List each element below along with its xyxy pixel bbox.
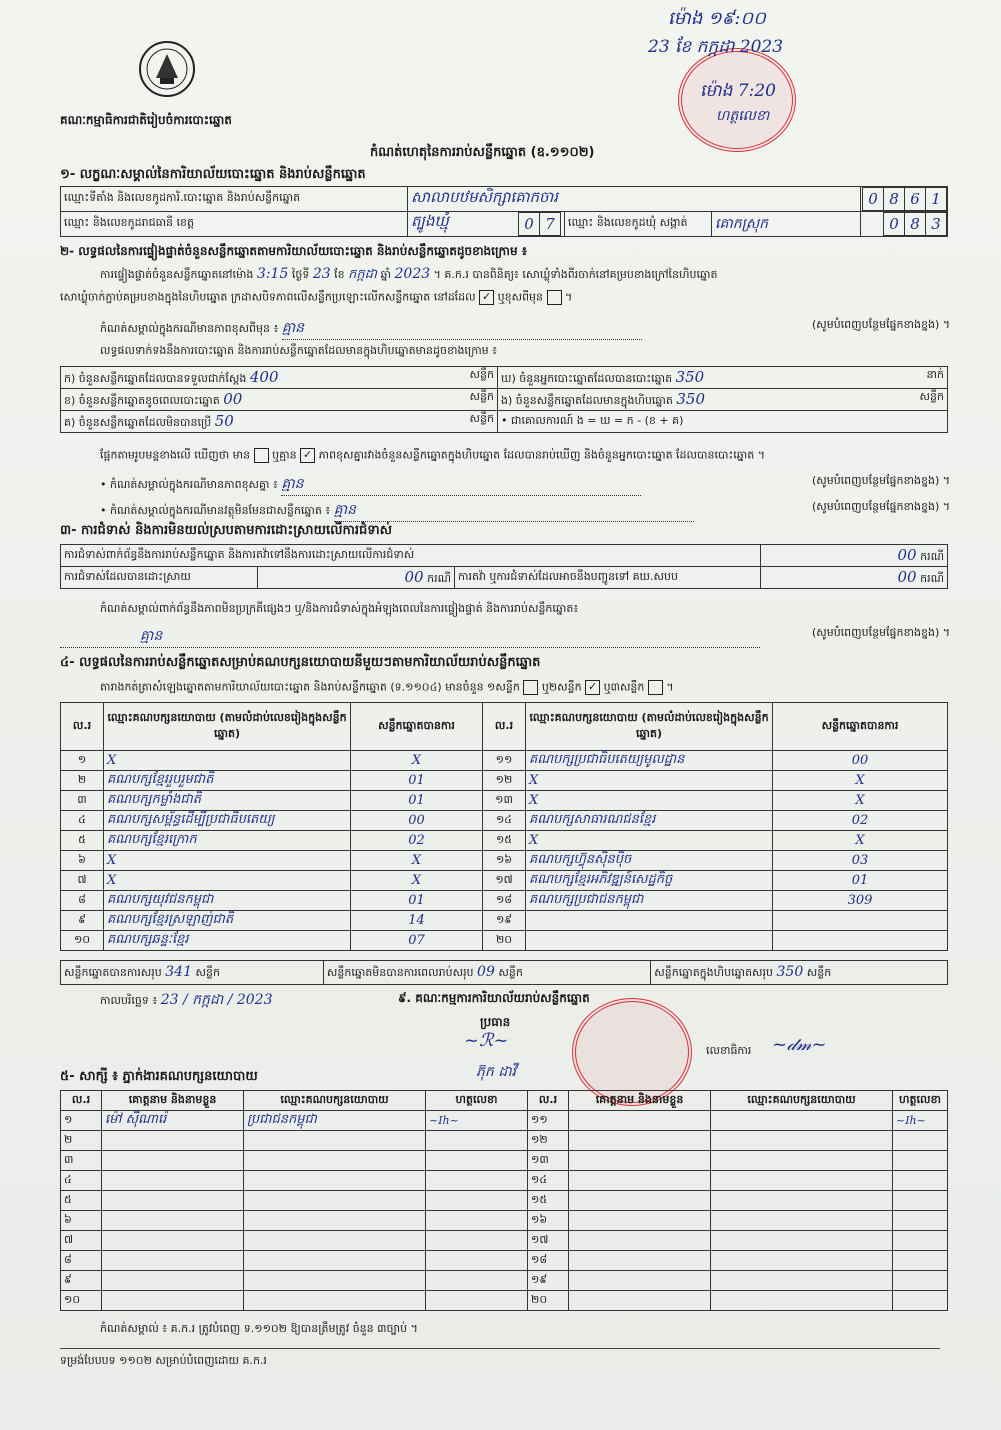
code-digit: 8 xyxy=(883,187,905,211)
s5-heading: ៥- សាក្សី ៖ ភ្នាក់ងារគណបក្សនយោបាយ xyxy=(60,1069,258,1084)
witness-signature xyxy=(893,1151,948,1171)
row-number: ២០ xyxy=(483,931,526,951)
s4-intro: តារាងកត់ត្រាសំឡេងឆ្នោតតាមការិយាល័យបោះឆ្នោត និងរាប់សន្លឹកឆ្នោត (ទ.១១០៤) មានចំនួន ១សន្លឹក ឬ២សន្លឹក ✓ ឬ៣សន្លឹក ។ xyxy=(100,680,674,694)
witness-name xyxy=(102,1131,244,1151)
party-name: X xyxy=(104,871,351,891)
note3-label: • កំណត់សម្គាល់ក្នុងករណីមានវត្ថុមិនមែនជាសន្លឹកឆ្នោត ៖ xyxy=(100,504,331,517)
party-votes: X xyxy=(773,831,948,851)
witness-party xyxy=(711,1151,893,1171)
chair-label: ប្រធាន xyxy=(480,1015,511,1029)
unit: សន្លឹក xyxy=(919,389,944,403)
unit: សន្លឹក xyxy=(806,965,832,979)
col-party: ឈ្មោះគណបក្សនយោបាយ (តាមលំដាប់លេខរៀងក្នុងសន្លឹកឆ្នោត) xyxy=(526,703,773,751)
row-number: ៦ xyxy=(61,851,104,871)
row-number: ៧ xyxy=(61,871,104,891)
witness-signature: ~Ih~ xyxy=(893,1111,948,1131)
row-number: ៤ xyxy=(61,811,104,831)
row-number: ១៥ xyxy=(528,1191,569,1211)
unused-label: គ) ចំនួនសន្លឹកឆ្នោតដែលមិនបានប្រើ xyxy=(64,415,212,429)
witness-name: ម៉ៅ ស៊ីណារ៉េ xyxy=(102,1111,244,1131)
s2-check-line xyxy=(100,448,950,465)
witness-party xyxy=(711,1191,893,1211)
witness-row xyxy=(61,1251,948,1271)
row-number: ២០ xyxy=(528,1291,569,1311)
s3-note-value: គ្មាន xyxy=(60,626,760,648)
party-name xyxy=(526,931,773,951)
witness-row xyxy=(61,1211,948,1231)
row-number: ១១ xyxy=(528,1111,569,1131)
s2-count-table xyxy=(60,366,948,433)
row-number: ១៣ xyxy=(483,791,526,811)
unit: សន្លឹក xyxy=(498,965,523,979)
row-number: ១ xyxy=(61,1111,102,1131)
total-invalid: 09 xyxy=(477,963,495,980)
witness-name xyxy=(569,1111,711,1131)
row-number: ១៩ xyxy=(483,911,526,931)
spoiled-label: ខ) ចំនួនសន្លឹកឆ្នោតខូចពេលបោះឆ្នោត xyxy=(64,393,220,407)
code-digit: 0 xyxy=(862,187,884,211)
in-box-value: 350 xyxy=(676,389,706,408)
total-valid-label: សន្លឹកឆ្នោតបានការសរុប xyxy=(64,965,162,979)
row-number: ៧ xyxy=(61,1231,102,1251)
s4-intro-text: តារាងកត់ត្រាសំឡេងឆ្នោតតាមការិយាល័យបោះឆ្នោត និងរាប់សន្លឹកឆ្នោត (ទ.១១០៤) មានចំនួន ១សន្លឹក xyxy=(100,680,520,694)
has-difference-checkbox[interactable] xyxy=(254,448,269,463)
party-votes: 01 xyxy=(351,891,483,911)
chair-signature: ~ℛ~ xyxy=(464,1030,509,1051)
col-sign: ហត្ថលេខា xyxy=(426,1091,528,1111)
s1-commune-label: ឈ្មោះ និងលេខកូដឃុំ សង្កាត់ xyxy=(565,212,712,237)
row-number: ១៨ xyxy=(528,1251,569,1271)
spoiled-value: 00 xyxy=(223,389,243,408)
committee-label: ៩. គណៈកម្មការការិយាល័យរាប់សន្លឹកឆ្នោត xyxy=(398,991,590,1005)
witness-signature xyxy=(426,1271,528,1291)
total-box-label: សន្លឹកឆ្នោតក្នុងហិបឆ្នោតសរុប xyxy=(654,965,773,979)
result-row xyxy=(61,771,948,791)
unit: នាក់ xyxy=(926,367,944,381)
s2-line1-e: ។ គ.ក.រ បានពិនិត្យ៖ សោឃ្លុំទាំងពីរចាក់នៅគម្របខាងក្រៅនៃហិបឆ្នោត xyxy=(433,268,718,281)
received-label: ក) ចំនួនសន្លឹកឆ្នោតដែលបានទទួលជាក់ស្តែង xyxy=(64,371,247,385)
witness-name xyxy=(569,1171,711,1191)
fill-note: (សូមបំពេញបន្ថែមផ្នែកខាងខ្នង) ។ xyxy=(811,500,950,513)
col-sign: ហត្ថលេខា xyxy=(893,1091,948,1111)
party-name: គណបក្សសម្ព័ន្ធដើម្បីប្រជាធិបតេយ្យ xyxy=(104,811,351,831)
witness-party xyxy=(711,1131,893,1151)
s1-row2-label: ឈ្មោះ និងលេខកូដរាជធានី ខេត្ត xyxy=(61,212,408,237)
check-b: ឬគ្មាន xyxy=(272,448,297,462)
witness-party xyxy=(711,1211,893,1231)
witness-party xyxy=(711,1271,893,1291)
case-unit: ករណី xyxy=(920,549,944,563)
row-number: ៣ xyxy=(61,1151,102,1171)
row-number: ១២ xyxy=(483,771,526,791)
witness-party xyxy=(244,1271,426,1291)
unit: សន្លឹក xyxy=(469,367,494,381)
col-name: គោត្តនាម និងនាមខ្លួន xyxy=(569,1091,711,1111)
witness-signature xyxy=(893,1251,948,1271)
witness-party xyxy=(711,1171,893,1191)
changed-label: ឬខុសពីមុន xyxy=(497,290,544,304)
witness-signature xyxy=(893,1191,948,1211)
party-name: គណបក្សសាធារណជនខ្មែរ xyxy=(526,811,773,831)
s2-line1 xyxy=(100,266,950,285)
s3-note-line xyxy=(60,626,950,648)
changed-checkbox[interactable] xyxy=(547,290,562,305)
row-number: ១ xyxy=(61,751,104,771)
witness-signature xyxy=(893,1291,948,1311)
unused-value: 50 xyxy=(214,411,234,430)
row-number: ៦ xyxy=(61,1211,102,1231)
s2-note-label: កំណត់សម្គាល់ក្នុងករណីមានភាពខុសពីមុន ៖ xyxy=(100,322,279,335)
witness-party xyxy=(244,1291,426,1311)
party-name: X xyxy=(104,851,351,871)
s3-note-label: កំណត់សម្គាល់ពាក់ព័ន្ធនឹងភាពមិនប្រក្រតីផ្សេងៗ ឬ/និងការជំទាស់ក្នុងអំឡុងពេលនៃការផ្ទៀងផ្ទាត់ និងការរាប់សន្លឹកឆ្នោត៖ xyxy=(100,602,579,615)
party-name: គណបក្សកម្លាំងជាតិ xyxy=(104,791,351,811)
col-no: ល.រ xyxy=(483,703,526,751)
witness-name xyxy=(102,1171,244,1191)
witness-signature xyxy=(893,1131,948,1151)
s2-heading: ២- លទ្ធផលនៃការផ្ទៀងផ្ទាត់ចំនួនសន្លឹកឆ្នោតតាមការិយាល័យបោះឆ្នោត និងរាប់សន្លឹកឆ្នោតដូចខាងក្រោម ៖ xyxy=(60,244,528,258)
in-box-label: ង) ចំនួនសន្លឹកឆ្នោតដែលមានក្នុងហិបឆ្នោត xyxy=(501,393,673,407)
form-title: កំណត់ហេតុនៃការរាប់សន្លឹកឆ្នោត (ឧ.១១០២) xyxy=(370,145,595,160)
witness-party xyxy=(244,1131,426,1151)
case-unit: ករណី xyxy=(920,571,944,585)
row-number: ១៧ xyxy=(483,871,526,891)
witness-party xyxy=(244,1191,426,1211)
party-name: X xyxy=(526,771,773,791)
party-votes: X xyxy=(773,791,948,811)
witness-row xyxy=(61,1291,948,1311)
footer-divider xyxy=(60,1348,940,1349)
col-party: ឈ្មោះគណបក្សនយោបាយ (តាមលំដាប់លេខរៀងក្នុងសន្លឹកឆ្នោត) xyxy=(104,703,351,751)
party-name: គណបក្សខ្មែរអភិវឌ្ឍន៍សេដ្ឋកិច្ច xyxy=(526,871,773,891)
date-value: 23 / កក្កដា / 2023 xyxy=(160,992,273,1008)
witness-party xyxy=(244,1251,426,1271)
stamp-time2-note: ម៉ោង 7:20 xyxy=(700,81,776,101)
fill-note: (សូមបំពេញបន្ថែមផ្នែកខាងខ្នង) ។ xyxy=(811,474,950,487)
row-number: ១៦ xyxy=(483,851,526,871)
s2-line2: សោឃ្លុំចាក់ភ្ជាប់គម្របខាងក្នុងនៃហិបឆ្នោត ក្រដាសបិទភាពលើសន្លឹកប្រឡោះលើកសន្លឹកឆ្នោត នៅដដែល ✓ ឬខុសពីមុន ។ xyxy=(60,290,573,304)
party-name: គណបក្សខ្មែរក្រោក xyxy=(104,831,351,851)
witness-signature xyxy=(893,1231,948,1251)
party-votes: 03 xyxy=(773,851,948,871)
row-number: ៩ xyxy=(61,1271,102,1291)
s1-commune-value: គោកស្រុក xyxy=(715,215,769,232)
row-number: ១៦ xyxy=(528,1211,569,1231)
witness-name xyxy=(102,1271,244,1291)
witness-signature xyxy=(426,1231,528,1251)
code-digit: 3 xyxy=(925,212,947,236)
witness-signature xyxy=(893,1211,948,1231)
witness-name xyxy=(569,1291,711,1311)
unit: សន្លឹក xyxy=(469,411,494,425)
result-row xyxy=(61,791,948,811)
witness-signature xyxy=(426,1131,528,1151)
s3-table xyxy=(60,544,948,589)
witness-party xyxy=(711,1251,893,1271)
party-votes: 309 xyxy=(773,891,948,911)
unit: សន្លឹក xyxy=(195,965,220,979)
row-number: ៥ xyxy=(61,1191,102,1211)
witness-row xyxy=(61,1231,948,1251)
witness-signature xyxy=(426,1171,528,1191)
party-name: គណបក្សប្រជាជនកម្ពុជា xyxy=(526,891,773,911)
party-name: គណបក្សខ្មែររួបរួមជាតិ xyxy=(104,771,351,791)
s2-line1-b: ថ្ងៃទី xyxy=(291,268,310,281)
row-number: ៥ xyxy=(61,831,104,851)
s1-table xyxy=(60,186,948,237)
witness-name xyxy=(569,1211,711,1231)
row-number: ១១ xyxy=(483,751,526,771)
col-no: ល.រ xyxy=(528,1091,569,1111)
witness-signature xyxy=(426,1291,528,1311)
voters-value: 350 xyxy=(675,367,705,386)
received-value: 400 xyxy=(249,367,279,386)
row-number: ១០ xyxy=(61,931,104,951)
row-number: ២ xyxy=(61,1131,102,1151)
count-time: 3:15 xyxy=(256,266,289,282)
witness-name xyxy=(569,1131,711,1151)
witness-name xyxy=(569,1191,711,1211)
formula: • ជាគោលការណ៍ ង = ឃ = ក - (ខ + គ) xyxy=(498,411,948,433)
party-name: គណបក្សខ្មែរស្រឡាញ់ជាតិ xyxy=(104,911,351,931)
row-number: ១២ xyxy=(528,1131,569,1151)
party-votes: X xyxy=(351,751,483,771)
count-month: កក្កដា xyxy=(348,267,378,282)
witness-party xyxy=(711,1291,893,1311)
same-checkbox[interactable]: ✓ xyxy=(479,290,494,305)
witness-name xyxy=(569,1271,711,1291)
witness-name xyxy=(569,1251,711,1271)
witness-party xyxy=(244,1171,426,1191)
unit: សន្លឹក xyxy=(469,389,494,403)
party-name: គណបក្សឆន្ទៈខ្មែរ xyxy=(104,931,351,951)
row-number: ៨ xyxy=(61,1251,102,1271)
result-row xyxy=(61,911,948,931)
witness-party: ប្រជាជនកម្ពុជា xyxy=(244,1111,426,1131)
opt3-label: ឬ៣សន្លឹក xyxy=(603,680,645,694)
witness-name xyxy=(569,1151,711,1171)
s3-row2b-label: ការតវ៉ា ឬការជំទាស់ដែលអាចនឹងបញ្ជូនទៅ គឃ.សបប xyxy=(455,567,761,589)
secretary-label: លេខាធិការ xyxy=(706,1044,752,1057)
s2-note3 xyxy=(100,500,950,522)
row-number: ៨ xyxy=(61,891,104,911)
party-name: X xyxy=(526,791,773,811)
code-digit: 1 xyxy=(925,187,947,211)
col-party: ឈ្មោះគណបក្សនយោបាយ xyxy=(244,1091,426,1111)
s1-heading: ១- លក្ខណៈសម្គាល់នៃការិយាល័យបោះឆ្នោត និងរាប់សន្លឹកឆ្នោត xyxy=(60,167,366,182)
s2-note2 xyxy=(100,474,950,496)
party-votes: X xyxy=(351,851,483,871)
note2-label: • កំណត់សម្គាល់ក្នុងករណីមានភាពខុសគ្នា ៖ xyxy=(100,478,278,491)
results-table xyxy=(60,702,948,951)
count-day: 23 xyxy=(312,266,331,282)
party-name xyxy=(526,911,773,931)
witness-row xyxy=(61,1271,948,1291)
row-number: ១៥ xyxy=(483,831,526,851)
result-row xyxy=(61,891,948,911)
total-invalid-label: សន្លឹកឆ្នោតមិនបានការពេលរាប់សរុប xyxy=(326,965,474,979)
result-row xyxy=(61,931,948,951)
code-digit: 7 xyxy=(539,212,561,236)
party-votes: 14 xyxy=(351,911,483,931)
chair-name: ភ៊ុក ដាវី xyxy=(476,1064,516,1080)
witness-row xyxy=(61,1151,948,1171)
check-c: ភាពខុសគ្នារវាងចំនួនសន្លឹកឆ្នោតក្នុងហិបឆ្នោត ដែលបានរាប់ឃើញ និងចំនួនអ្នកបោះឆ្នោត ដែលបានបោះឆ្នោត ។ xyxy=(318,448,765,462)
party-votes: 01 xyxy=(351,791,483,811)
count-year: 2023 xyxy=(394,266,431,282)
party-votes xyxy=(773,931,948,951)
s3-row1-value: 00 xyxy=(897,545,917,564)
witness-signature xyxy=(426,1191,528,1211)
witness-signature xyxy=(426,1211,528,1231)
witness-name xyxy=(102,1251,244,1271)
party-votes: 00 xyxy=(351,811,483,831)
col-votes: សន្លឹកឆ្នោតបានការ xyxy=(773,703,948,751)
code-digit: 8 xyxy=(904,212,926,236)
witness-name xyxy=(102,1191,244,1211)
witness-party xyxy=(711,1111,893,1131)
note2-value: គ្មាន xyxy=(281,474,641,496)
witness-party xyxy=(244,1231,426,1251)
col-no: ល.រ xyxy=(61,703,104,751)
row-number: ១៤ xyxy=(483,811,526,831)
s2-line2-text: សោឃ្លុំចាក់ភ្ជាប់គម្របខាងក្នុងនៃហិបឆ្នោត ក្រដាសបិទភាពលើសន្លឹកប្រឡោះលើកសន្លឹកឆ្នោត នៅដដែល xyxy=(60,290,476,304)
witness-name xyxy=(102,1211,244,1231)
nec-logo-icon xyxy=(138,40,196,98)
witness-signature xyxy=(893,1171,948,1191)
note3-value: គ្មាន xyxy=(334,500,694,522)
secretary-signature: ~𝒹𝓂~ xyxy=(772,1034,827,1055)
s3-row2-value: 00 xyxy=(404,567,424,586)
s2-note-value: គ្មាន xyxy=(282,318,642,340)
one-sheet-checkbox[interactable] xyxy=(523,680,538,695)
party-votes: 02 xyxy=(351,831,483,851)
witness-row xyxy=(61,1131,948,1151)
row-number: ១៨ xyxy=(483,891,526,911)
stamp-date-note: 23 ខែ កក្កដា 2023 xyxy=(648,37,784,57)
code-digit: 6 xyxy=(904,187,926,211)
party-votes: X xyxy=(773,771,948,791)
fill-note: (សូមបំពេញបន្ថែមផ្នែកខាងខ្នង) ។ xyxy=(811,626,950,639)
footnote: កំណត់សម្គាល់ ៖ គ.ក.រ ត្រូវបំពេញ ទ.១១០២ ឱ្យបានត្រឹមត្រូវ ចំនួន ៣ច្បាប់ ។ xyxy=(100,1322,418,1335)
col-votes: សន្លឹកឆ្នោតបានការ xyxy=(351,703,483,751)
party-name: គណបក្សប្រជាធិបតេយ្យមូលដ្ឋាន xyxy=(526,751,773,771)
row-number: ៣ xyxy=(61,791,104,811)
date-label: កាលបរិច្ឆេទ ៖ xyxy=(100,994,158,1007)
totals-table xyxy=(60,960,948,985)
code-digit: 0 xyxy=(883,212,905,236)
s1-row1-label: ឈ្មោះទីតាំង និងលេខកូដការិ.បោះឆ្នោត និងរាប់សន្លឹកឆ្នោត xyxy=(61,187,408,212)
s2-note-line xyxy=(100,318,950,340)
party-votes: 00 xyxy=(773,751,948,771)
witness-name xyxy=(102,1291,244,1311)
form-note: ទម្រង់បែបបទ ១១០២ សម្រាប់បំពេញដោយ គ.ក.រ xyxy=(60,1354,267,1367)
committee-name: គណៈកម្មាធិការជាតិរៀបចំការបោះឆ្នោត xyxy=(60,113,232,127)
case-unit: ករណី xyxy=(427,571,451,585)
witness-name xyxy=(102,1151,244,1171)
row-number: ៤ xyxy=(61,1171,102,1191)
row-number: ២ xyxy=(61,771,104,791)
s2-line1-a: ការផ្ទៀងផ្ទាត់ចំនួនសន្លឹកឆ្នោតនៅម៉ោង xyxy=(100,268,254,281)
party-votes xyxy=(773,911,948,931)
row-number: ១៣ xyxy=(528,1151,569,1171)
witness-row xyxy=(61,1111,948,1131)
col-name: គោត្តនាម និងនាមខ្លួន xyxy=(102,1091,244,1111)
s3-row1-label: ការជំទាស់ពាក់ព័ន្ធនឹងការរាប់សន្លឹកឆ្នោត និងការតវ៉ាទៅនឹងការដោះស្រាយលើការជំទាស់ xyxy=(61,545,761,567)
row-number: ១៧ xyxy=(528,1231,569,1251)
row-number: ៩ xyxy=(61,911,104,931)
witness-name xyxy=(569,1231,711,1251)
party-votes: 01 xyxy=(773,871,948,891)
witness-party xyxy=(244,1151,426,1171)
party-votes: 07 xyxy=(351,931,483,951)
row-number: ១៩ xyxy=(528,1271,569,1291)
s3-heading: ៣- ការជំទាស់ និងការមិនយល់ស្របតាមការដោះស្រាយលើការជំទាស់ xyxy=(60,523,392,538)
result-row xyxy=(61,851,948,871)
col-party: ឈ្មោះគណបក្សនយោបាយ xyxy=(711,1091,893,1111)
total-valid: 341 xyxy=(165,963,192,980)
result-row xyxy=(61,811,948,831)
row-number: ១០ xyxy=(61,1291,102,1311)
party-votes: X xyxy=(351,871,483,891)
s1-province-value: ត្បូងឃ្មុំ xyxy=(411,212,449,230)
row-number: ១៤ xyxy=(528,1171,569,1191)
s2-result-line: លទ្ធផលទាក់ទងនឹងការបោះឆ្នោត និងការរាប់សន្លឹកឆ្នោតដែលមានក្នុងហិបឆ្នោតមានដូចខាងក្រោម ៖ xyxy=(100,344,497,357)
witness-party xyxy=(244,1211,426,1231)
voters-label: ឃ) ចំនួនអ្នកបោះឆ្នោតដែលបានបោះឆ្នោត xyxy=(501,371,673,385)
total-box: 350 xyxy=(776,963,804,980)
party-name: X xyxy=(104,751,351,771)
two-sheets-checkbox[interactable]: ✓ xyxy=(585,680,600,695)
three-sheets-checkbox[interactable] xyxy=(648,680,663,695)
fill-note: (សូមបំពេញបន្ថែមផ្នែកខាងខ្នង) ។ xyxy=(811,318,950,331)
party-votes: 01 xyxy=(351,771,483,791)
witness-table xyxy=(60,1090,948,1311)
no-difference-checkbox[interactable]: ✓ xyxy=(300,448,315,463)
date-line xyxy=(100,990,273,1011)
s2-line1-c: ខែ xyxy=(334,268,345,281)
party-votes: 02 xyxy=(773,811,948,831)
stamp-signature-note: ហត្ថលេខា xyxy=(716,108,770,124)
party-name: គណបក្សយុវជនកម្ពុជា xyxy=(104,891,351,911)
check-a: ផ្អែកតាមរូបមន្តខាងលើ ឃើញថា មាន xyxy=(100,448,251,462)
party-name: គណបក្សហ៊្វុនស៊ិនប៉ិច xyxy=(526,851,773,871)
s4-heading: ៤- លទ្ធផលនៃការរាប់សន្លឹកឆ្នោតសម្រាប់គណបក្សនយោបាយនីមួយៗតាមការិយាល័យរាប់សន្លឹកឆ្នោត xyxy=(60,655,541,670)
witness-party xyxy=(711,1231,893,1251)
witness-name xyxy=(102,1231,244,1251)
stamp-time-note: ម៉ោង ១៩:០០ xyxy=(668,8,766,29)
s3-row2-label: ការជំទាស់ដែលបានដោះស្រាយ xyxy=(61,567,258,589)
witness-signature xyxy=(426,1151,528,1171)
col-no: ល.រ xyxy=(61,1091,102,1111)
witness-row xyxy=(61,1191,948,1211)
witness-signature xyxy=(893,1271,948,1291)
code-digit: 0 xyxy=(518,212,540,236)
s3-row2b-value: 00 xyxy=(897,567,917,586)
witness-signature xyxy=(426,1251,528,1271)
opt2-label: ឬ២សន្លឹក xyxy=(541,680,582,694)
result-row xyxy=(61,871,948,891)
result-row xyxy=(61,751,948,771)
witness-row xyxy=(61,1171,948,1191)
party-name: X xyxy=(526,831,773,851)
witness-signature: ~Ih~ xyxy=(426,1111,528,1131)
result-row xyxy=(61,831,948,851)
s1-row1-value: សាលាបឋមសិក្សាគោកចារ xyxy=(411,188,559,206)
s2-line1-d: ឆ្នាំ xyxy=(380,268,392,281)
